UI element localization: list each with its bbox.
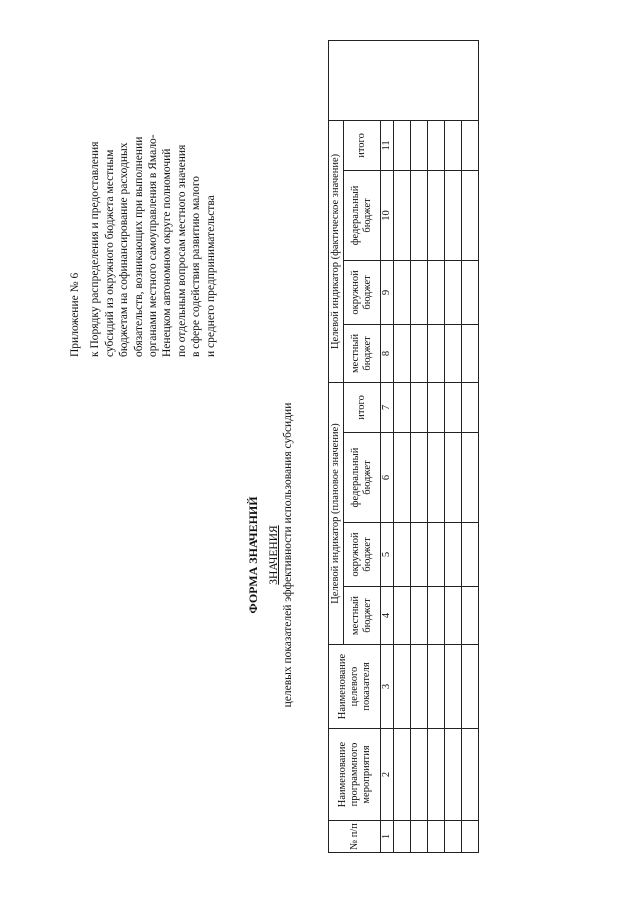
- appendix-line: в сфере содействия развитию малого: [190, 175, 203, 357]
- values-subtitle: целевых показателей эффективности использования субсидии: [282, 402, 294, 708]
- header-planned-federal: федеральный бюджет: [344, 433, 381, 523]
- table-cell: [462, 260, 479, 324]
- column-number-row: [381, 40, 394, 852]
- header-indicator: Наименование целевого показателя: [329, 645, 381, 729]
- table-cell: [462, 821, 479, 853]
- table-cell: [394, 260, 411, 324]
- table-cell: [411, 433, 428, 523]
- table-row: [428, 40, 445, 852]
- table-cell: [428, 260, 445, 324]
- table-cell: [411, 260, 428, 324]
- table-cell: [462, 120, 479, 170]
- table-cell: [462, 587, 479, 645]
- table-cell: [411, 821, 428, 853]
- table-cell: [445, 587, 462, 645]
- table-cell: [445, 645, 462, 729]
- table-cell: [428, 645, 445, 729]
- header-actual-local: местный бюджет: [344, 324, 381, 382]
- header-planned-total: итого: [344, 382, 381, 432]
- column-number: 7: [381, 382, 394, 432]
- table-cell: [445, 821, 462, 853]
- header-planned-district: окружной бюджет: [344, 523, 381, 587]
- column-number: 11: [381, 120, 394, 170]
- appendix-line: бюджетам на софинансирование расходных: [118, 142, 131, 357]
- appendix-line: по отдельным вопросам местного значения: [175, 144, 188, 357]
- table-cell: [428, 523, 445, 587]
- column-number: 10: [381, 170, 394, 260]
- table-cell: [411, 324, 428, 382]
- table-cell: [428, 324, 445, 382]
- table-cell: [394, 729, 411, 821]
- column-number: 2: [381, 729, 394, 821]
- appendix-line: обязательств, возникающих при выполнении: [132, 136, 145, 357]
- table-cell: [445, 170, 462, 260]
- table-cell: [394, 523, 411, 587]
- table-cell: [445, 523, 462, 587]
- table-cell: [394, 382, 411, 432]
- table-cell: [411, 382, 428, 432]
- header-event: Наименование программного мероприятия: [329, 729, 381, 821]
- column-number: 3: [381, 645, 394, 729]
- header-row-groups: [329, 40, 344, 852]
- table-cell: [462, 433, 479, 523]
- table-cell: [445, 729, 462, 821]
- column-number: 8: [381, 324, 394, 382]
- form-title: ФОРМА ЗНАЧЕНИЙ: [246, 496, 260, 614]
- table-cell: [394, 821, 411, 853]
- header-actual-federal: федеральный бюджет: [344, 170, 381, 260]
- table-cell: [394, 587, 411, 645]
- table-row: [445, 40, 462, 852]
- table-cell: [411, 645, 428, 729]
- column-number: 6: [381, 433, 394, 523]
- table-cell: [445, 120, 462, 170]
- header-actual-district: окружной бюджет: [344, 260, 381, 324]
- appendix-title: Приложение № 6: [69, 272, 81, 357]
- appendix-line: органами местного самоуправления в Ямало-: [147, 134, 160, 357]
- column-number: 9: [381, 260, 394, 324]
- blank-right-column: [329, 40, 479, 120]
- table-cell: [445, 382, 462, 432]
- table-cell: [394, 170, 411, 260]
- column-number: 4: [381, 587, 394, 645]
- table-cell: [445, 433, 462, 523]
- table-row: [462, 40, 479, 852]
- values-title: ЗНАЧЕНИЯ: [268, 525, 280, 585]
- table-cell: [394, 120, 411, 170]
- appendix-line: субсидий из окружного бюджета местным: [103, 149, 116, 357]
- table-cell: [428, 587, 445, 645]
- table-row: [411, 40, 428, 852]
- table-cell: [445, 260, 462, 324]
- table-cell: [462, 523, 479, 587]
- table-cell: [462, 729, 479, 821]
- header-number: № п/п: [329, 821, 381, 853]
- header-actual-group: Целевой индикатор (фактическое значение): [329, 120, 344, 382]
- table-row: [394, 40, 411, 852]
- column-number: 5: [381, 523, 394, 587]
- indicator-values-table: [328, 40, 479, 853]
- table-cell: [428, 433, 445, 523]
- header-planned-local: местный бюджет: [344, 587, 381, 645]
- table-cell: [411, 729, 428, 821]
- table-cell: [411, 523, 428, 587]
- header-planned-group: Целевой индикатор (плановое значение): [329, 382, 344, 644]
- table-cell: [394, 645, 411, 729]
- table-cell: [428, 382, 445, 432]
- header-actual-total: итого: [344, 120, 381, 170]
- table-cell: [428, 170, 445, 260]
- table-cell: [411, 120, 428, 170]
- table-cell: [428, 821, 445, 853]
- table-cell: [411, 170, 428, 260]
- appendix-line: к Порядку распределения и предоставления: [89, 141, 102, 357]
- table-cell: [462, 382, 479, 432]
- table-cell: [462, 645, 479, 729]
- appendix-line: и среднего предпринимательства: [204, 195, 217, 357]
- column-number: 1: [381, 821, 394, 853]
- table-cell: [462, 324, 479, 382]
- appendix-line: Ненецком автономном округе полномочий: [161, 148, 174, 357]
- appendix-block: [68, 27, 218, 357]
- table-cell: [411, 587, 428, 645]
- table-cell: [445, 324, 462, 382]
- table-cell: [394, 324, 411, 382]
- table-cell: [462, 170, 479, 260]
- table-cell: [428, 120, 445, 170]
- table-cell: [428, 729, 445, 821]
- table-cell: [394, 433, 411, 523]
